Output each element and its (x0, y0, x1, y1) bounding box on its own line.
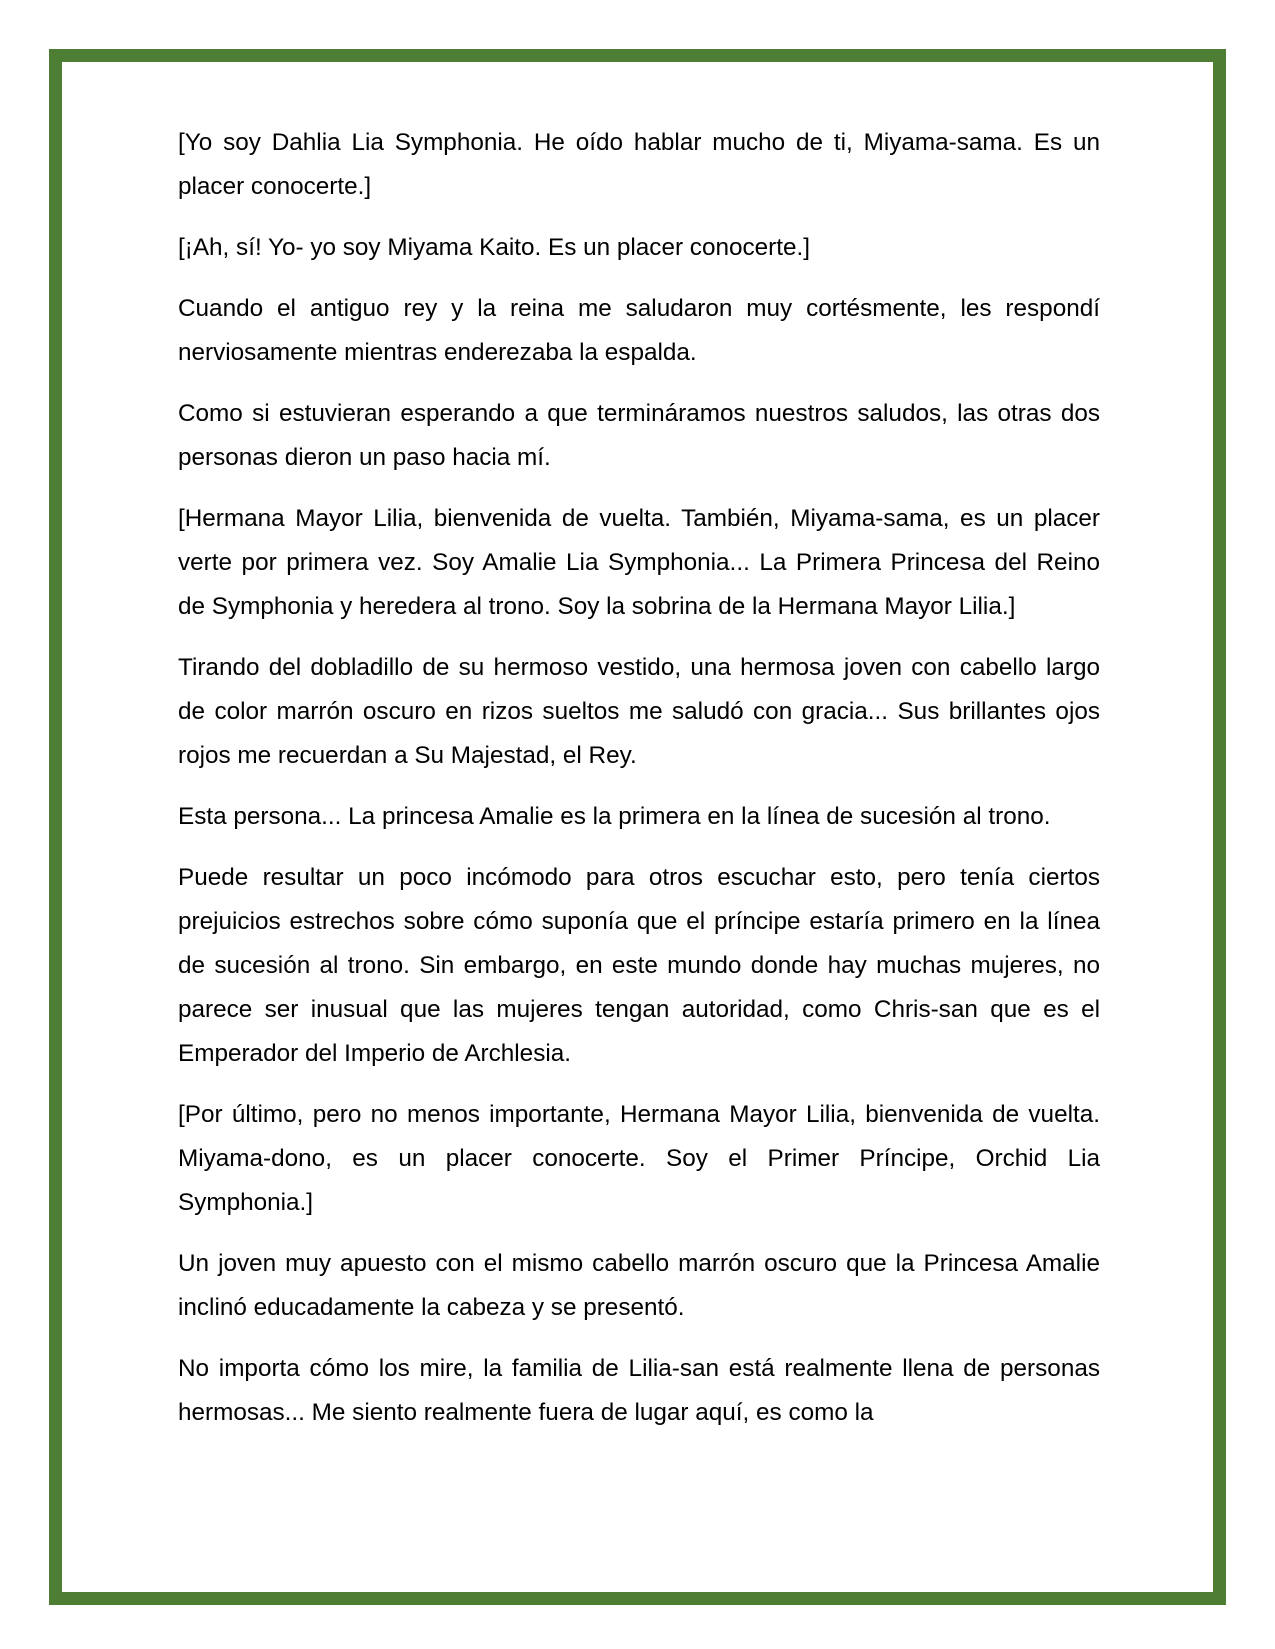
paragraph: [Hermana Mayor Lilia, bienvenida de vuelta. También, Miyama-sama, es un placer verte por primera vez. Soy Amalie Lia Symphonia... La Primera Princesa del Reino de Symphonia y heredera al trono. Soy la sobrina de la Hermana Mayor Lilia.] (178, 505, 1100, 620)
page-body (178, 121, 1100, 1435)
paragraph: Un joven muy apuesto con el mismo cabello marrón oscuro que la Princesa Amalie inclinó educadamente la cabeza y se presentó. (178, 1250, 1100, 1321)
paragraph: Esta persona... La princesa Amalie es la primera en la línea de sucesión al trono. (178, 803, 1051, 830)
paragraph: Tirando del dobladillo de su hermoso vestido, una hermosa joven con cabello largo de color marrón oscuro en rizos sueltos me saludó con gracia... Sus brillantes ojos rojos me recuerdan a Su Majestad, el Rey. (178, 654, 1100, 769)
paragraph: Cuando el antiguo rey y la reina me saludaron muy cortésmente, les respondí nerviosamente mientras enderezaba la espalda. (178, 295, 1100, 366)
paragraph: No importa cómo los mire, la familia de Lilia-san está realmente llena de personas hermosas... Me siento realmente fuera de lugar aquí, es como la (178, 1355, 1100, 1426)
paragraph: [Yo soy Dahlia Lia Symphonia. He oído hablar mucho de ti, Miyama-sama. Es un placer conocerte.] (178, 129, 1100, 200)
paragraph: [Por último, pero no menos importante, Hermana Mayor Lilia, bienvenida de vuelta. Miyama-dono, es un placer conocerte. Soy el Primer Príncipe, Orchid Lia Symphonia.] (178, 1101, 1100, 1216)
paragraph: Como si estuvieran esperando a que termináramos nuestros saludos, las otras dos personas dieron un paso hacia mí. (178, 400, 1100, 471)
paragraph: Puede resultar un poco incómodo para otros escuchar esto, pero tenía ciertos prejuicios estrechos sobre cómo suponía que el príncipe estaría primero en la línea de sucesión al trono. Sin embargo, en este mundo donde hay muchas mujeres, no parece ser inusual que las mujeres tengan autoridad, como Chris-san que es el Emperador del Imperio de Archlesia. (178, 864, 1100, 1067)
paragraph: [¡Ah, sí! Yo- yo soy Miyama Kaito. Es un placer conocerte.] (178, 234, 811, 261)
